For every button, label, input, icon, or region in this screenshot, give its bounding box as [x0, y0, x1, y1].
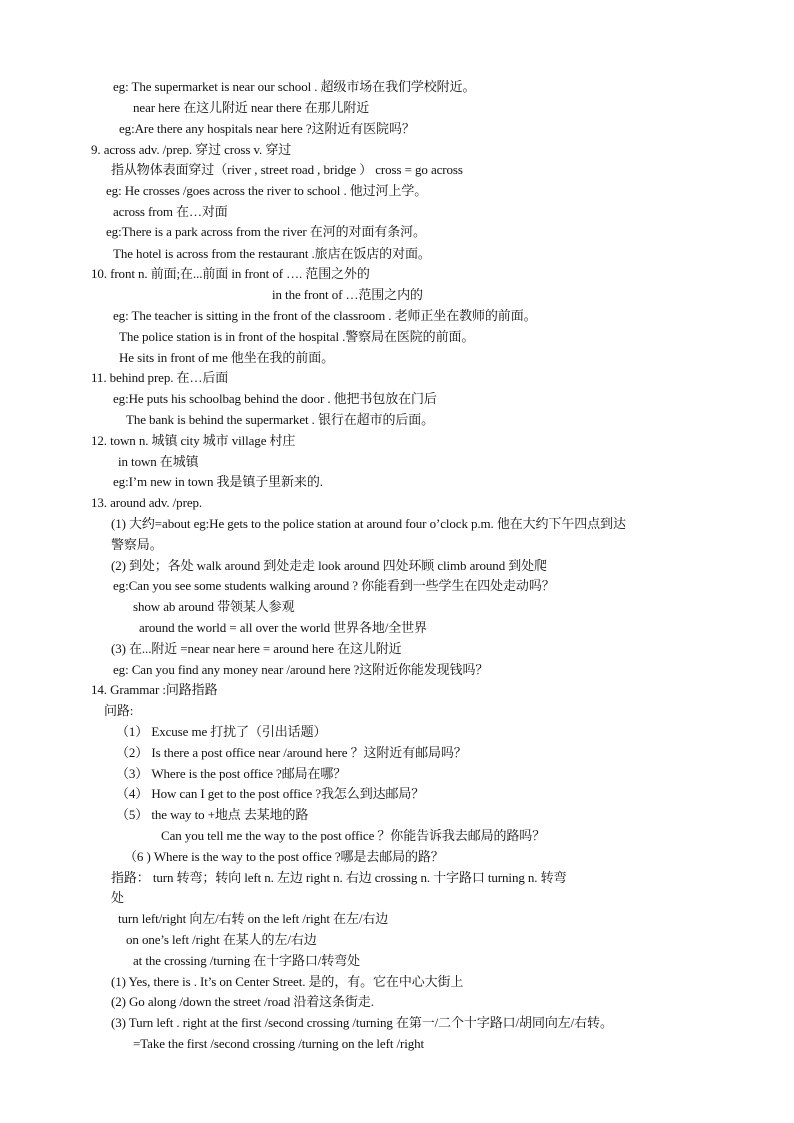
text-line: 11. behind prep. 在…后面: [91, 370, 229, 385]
text-line: （6 ) Where is the way to the post office ?哪是去邮局的路？: [124, 849, 444, 864]
text-line: eg: He crosses /goes across the river to school . 他过河上学。: [106, 183, 428, 198]
text-line: （1） Excuse me 打扰了（引出话题）: [116, 724, 327, 739]
text-line: 14. Grammar :问路指路: [91, 682, 218, 697]
text-line: （2） Is there a post office near /around here ？这附近有邮局吗？: [116, 745, 467, 760]
text-line: show ab around 带领某人参观: [133, 599, 295, 614]
text-line: eg: The teacher is sitting in the front of the classroom . 老师正坐在教师的前面。: [113, 308, 537, 323]
text-line: at the crossing /turning 在十字路口/转弯处: [133, 953, 360, 968]
text-line: The hotel is across from the restaurant .旅店在饭店的对面。: [113, 246, 431, 261]
text-line: 处: [111, 890, 124, 905]
text-line: eg:He puts his schoolbag behind the door . 他把书包放在门后: [113, 391, 437, 406]
text-line: eg:Can you see some students walking around ? 你能看到一些学生在四处走动吗？: [113, 578, 555, 593]
text-line: eg: Can you find any money near /around here ?这附近你能发现钱吗？: [113, 662, 489, 677]
text-line: eg:Are there any hospitals near here ?这附近有医院吗？: [119, 121, 415, 136]
text-line: 10. front n. 前面;在...前面 in front of …. 范围之外的: [91, 266, 370, 281]
text-line: (3) Turn left . right at the first /second crossing /turning 在第一/二个十字路口/胡同向左/右转。: [111, 1015, 613, 1030]
text-line: eg:There is a park across from the river 在河的对面有条河。: [106, 224, 426, 239]
text-line: turn left/right 向左/右转 on the left /right 在左/右边: [118, 911, 389, 926]
text-line: 9. across adv. /prep. 穿过 cross v. 穿过: [91, 142, 292, 157]
text-line: （4） How can I get to the post office ?我怎么到达邮局？: [116, 786, 425, 801]
text-line: =Take the first /second crossing /turning on the left /right: [133, 1036, 425, 1051]
text-line: He sits in front of me 他坐在我的前面。: [119, 350, 334, 365]
text-line: across from 在…对面: [113, 204, 228, 219]
text-line: 12. town n. 城镇 city 城市 village 村庄: [91, 433, 296, 448]
text-line: eg:I’m new in town 我是镇子里新来的.: [113, 474, 323, 489]
text-line: Can you tell me the way to the post office ？你能告诉我去邮局的路吗？: [161, 828, 546, 843]
text-line: eg: The supermarket is near our school . 超级市场在我们学校附近。: [113, 79, 476, 94]
text-line: (3) 在...附近 =near near here = around here 在这儿附近: [111, 641, 402, 656]
text-line: in town 在城镇: [118, 454, 199, 469]
text-line: around the world = all over the world 世界各地/全世界: [139, 620, 427, 635]
text-line: （3） Where is the post office ?邮局在哪？: [116, 766, 347, 781]
text-line: near here 在这儿附近 near there 在那儿附近: [133, 100, 370, 115]
text-line: The bank is behind the supermarket . 银行在超市的后面。: [126, 412, 435, 427]
text-line: 指从物体表面穿过（river , street road , bridge ） cross = go across: [111, 162, 463, 177]
text-line: on one’s left /right 在某人的左/右边: [126, 932, 317, 947]
text-line: 指路： turn 转弯；转向 left n. 左边 right n. 右边 crossing n. 十字路口 turning n. 转弯: [111, 870, 567, 885]
text-line: 警察局。: [111, 537, 163, 552]
text-line: The police station is in front of the hospital .警察局在医院的前面。: [119, 329, 475, 344]
text-line: (2) 到处；各处 walk around 到处走走 look around 四处环顾 climb around 到处爬: [111, 558, 547, 573]
text-line: 问路:: [104, 703, 134, 718]
text-line: (1) Yes, there is . It’s on Center Street. 是的，有。它在中心大街上: [111, 974, 464, 989]
text-line: in the front of …范围之内的: [272, 287, 423, 302]
text-line: (2) Go along /down the street /road 沿着这条街走.: [111, 994, 374, 1009]
text-line: （5） the way to +地点 去某地的路: [116, 807, 309, 822]
text-line: (1) 大约=about eg:He gets to the police station at around four o’clock p.m. 他在大约下午四点到达: [111, 516, 626, 531]
text-line: 13. around adv. /prep.: [91, 495, 203, 510]
